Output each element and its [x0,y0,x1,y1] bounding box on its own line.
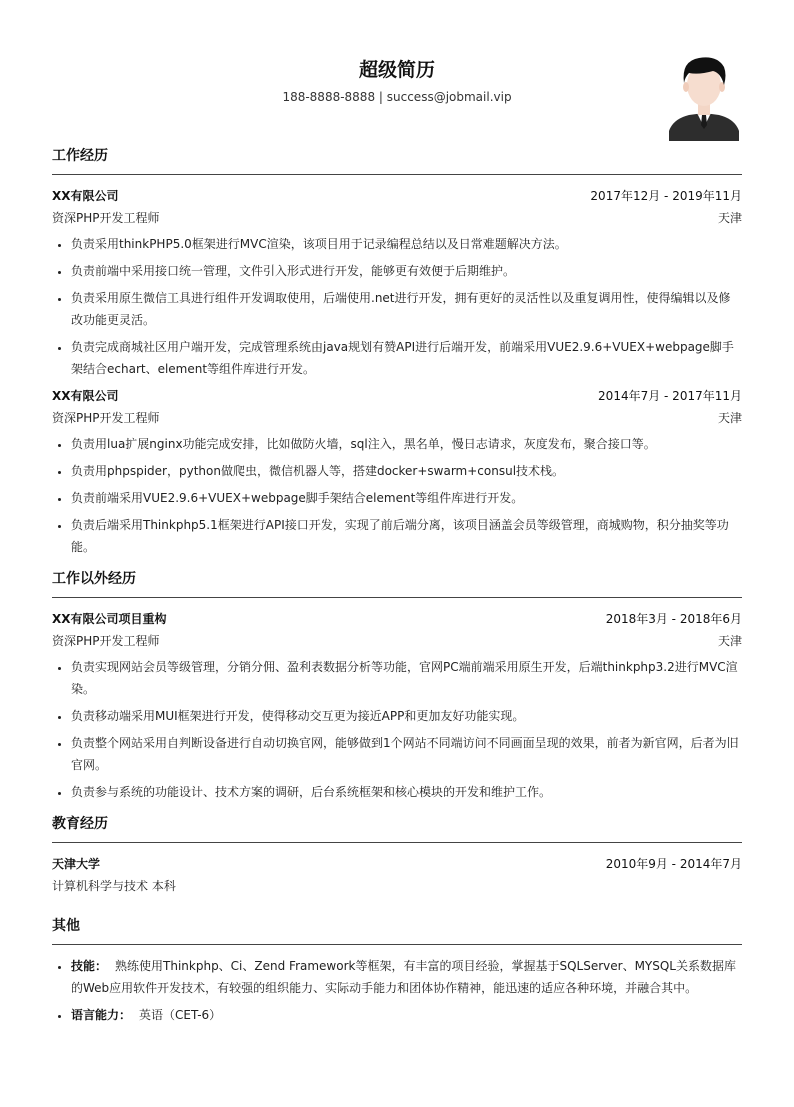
job-city: 天津 [717,634,742,648]
avatar-icon [669,53,739,141]
work-entry [52,385,742,558]
company-name: XX有限公司 [52,389,119,403]
other-section [52,915,742,1026]
date-range: 2018年3月 - 2018年6月 [605,612,742,626]
other-list [52,955,742,1026]
section-title-other: 其他 [52,915,742,945]
job-title: 资深PHP开发工程师 [52,411,160,425]
skills-text: 熟练使用Thinkphp、Ci、Zend Framework等框架，有丰富的项目经验，掌握基于SQLServer、MYSQL关系数据库的Web应用软件开发技术，有较强的组织能力、实际动手能力和团体协作精神，能迅速的适应各种环境，并融合其中。 [71,959,736,995]
project-name: XX有限公司项目重构 [52,612,167,626]
work-experience-section [52,145,742,558]
section-title-work: 工作经历 [52,145,742,175]
resume-header [52,0,742,145]
candidate-name: 超级简历 [358,59,435,81]
duty-item: • 负责移动端采用MUI框架进行开发，使得移动交互更为接近APP和更加友好功能实现。 [71,705,742,727]
job-city: 天津 [717,211,742,225]
date-range: 2010年9月 - 2014年7月 [605,857,742,871]
date-range: 2014年7月 - 2017年11月 [598,389,742,403]
duty-item: • 负责采用thinkPHP5.0框架进行MVC渲染，该项目用于记录编程总结以及日常难题解决方法。 [71,233,742,255]
job-title: 资深PHP开发工程师 [52,634,160,648]
duty-item: • 负责采用原生微信工具进行组件开发调取使用，后端使用.net进行开发，拥有更好的灵活性以及重复调用性，使得编辑以及修改功能更灵活。 [71,287,742,331]
section-title-education: 教育经历 [52,813,742,843]
duty-item: • 负责参与系统的功能设计、技术方案的调研，后台系统框架和核心模块的开发和维护工作。 [71,781,742,803]
duty-item: • 负责前端中采用接口统一管理，文件引入形式进行开发，能够更有效便于后期维护。 [71,260,742,282]
work-entry [52,185,742,380]
extra-experience-section [52,568,742,803]
duty-item: • 负责实现网站会员等级管理，分销分佣、盈利表数据分析等功能，官网PC端前端采用原生开发，后端thinkphp3.2进行MVC渲染。 [71,656,742,700]
company-name: XX有限公司 [52,189,119,203]
duty-list [52,233,742,380]
other-item-language [71,1004,742,1026]
other-item-skills [71,955,742,999]
job-city: 天津 [717,411,742,425]
job-title: 资深PHP开发工程师 [52,211,160,225]
duty-item: • 负责整个网站采用自判断设备进行自动切换官网，能够做到1个网站不同端访问不同画面呈现的效果，前者为新官网，后者为旧官网。 [71,732,742,776]
duty-item: • 负责后端采用Thinkphp5.1框架进行API接口开发，实现了前后端分离，该项目涵盖会员等级管理，商城购物，积分抽奖等功能。 [71,514,742,558]
major-degree: 计算机科学与技术 本科 [52,879,176,893]
skills-label: 技能： [71,959,108,973]
language-text: 英语（CET-6） [139,1008,222,1022]
education-section [52,813,742,897]
resume-page [52,0,742,1036]
duty-item: • 负责用lua扩展nginx功能完成安排，比如做防火墙，sql注入，黑名单，慢日志请求，灰度发布，聚合接口等。 [71,433,742,455]
language-label: 语言能力： [71,1008,132,1022]
contact-info: 188-8888-8888 | success@jobmail.vip [282,90,512,104]
school-name: 天津大学 [52,857,101,871]
duty-list [52,433,742,558]
duty-list [52,656,742,803]
duty-item: • 负责用phpspider，python做爬虫，微信机器人等，搭建docker+swarm+consul技术栈。 [71,460,742,482]
duty-item: • 负责完成商城社区用户端开发，完成管理系统由java规划有赞API进行后端开发，前端采用VUE2.9.6+VUEX+webpage脚手架结合echart、element等组件库进行开发。 [71,336,742,380]
date-range: 2017年12月 - 2019年11月 [590,189,742,203]
section-title-extra: 工作以外经历 [52,568,742,598]
duty-item: • 负责前端采用VUE2.9.6+VUEX+webpage脚手架结合element等组件库进行开发。 [71,487,742,509]
project-entry [52,608,742,803]
